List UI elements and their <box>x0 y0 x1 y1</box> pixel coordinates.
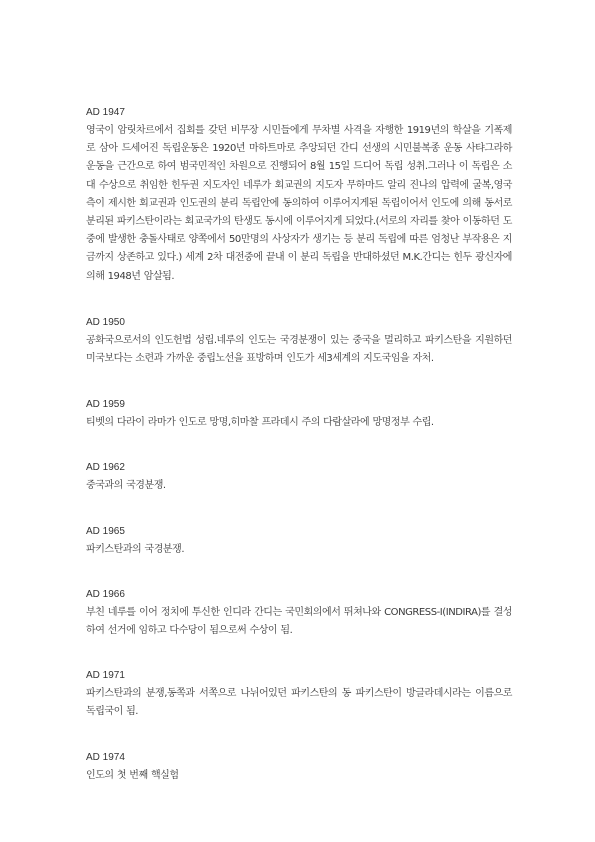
timeline-entry-1947 <box>86 104 512 286</box>
timeline-entry-1966 <box>86 586 512 640</box>
document-page <box>86 104 512 785</box>
entry-text: 티벳의 다라이 라마가 인도로 망명,히마찰 프라데시 주의 다람살라에 망명정부 수립. <box>86 417 434 429</box>
entry-year: AD 1974 <box>86 751 125 763</box>
timeline-entry-1950 <box>86 314 512 368</box>
entry-year: AD 1962 <box>86 462 125 474</box>
timeline-entry-1959 <box>86 396 512 432</box>
entry-year: AD 1950 <box>86 316 125 328</box>
entry-text: 파키스탄과의 분쟁,동쪽과 서쪽으로 나뉘어있던 파키스탄의 동 파키스탄이 방글라데시라는 이름으로 독립국이 됨. <box>86 688 512 718</box>
entry-year: AD 1959 <box>86 399 125 411</box>
timeline-entry-1965 <box>86 523 512 559</box>
entry-year: AD 1971 <box>86 670 125 682</box>
entry-text: 중국과의 국경분쟁. <box>86 480 166 492</box>
entry-text: 공화국으로서의 인도헌법 성립.네루의 인도는 국경분쟁이 있는 중국을 멀리하고 파키스탄을 지원하던 미국보다는 소련과 가까운 중립노선을 표방하며 인도가 세3세계의 지도국임을 자처. <box>86 334 512 365</box>
entry-text: 영국이 암릿차르에서 집회를 갖던 비무장 시민들에게 무차별 사격을 자행한 1919년의 학살을 기폭제로 삼아 드세어진 독립운동은 1920년 마하트마로 추앙되던 간디 선생의 시민불복종 운동 사탸그라하 운동을 근간으로 하여 범국민적인 차원으로 진행되어 8월 15일 드디어 독립 성취.그러나 이 독립은 소대 수상으로 취임한 힌두권 지도자인 네루가 회교권의 지도자 무하마드 알리 진나의 압력에 굴복,영국측이 제시한 회교권과 인도권의 분리 독립안에 동의하여 이루어지게된 독립이어서 인도에 의해 동서로 분리된 파키스탄이라는 회교국가의 탄생도 동시에 이루어지게 되었다.(서로의 자리를 찾아 이동하던 도중에 발생한 충돌사태로 양쪽에서 50만명의 사상자가 생기는 등 분리 독립에 따른 엄청난 부작용은 지금까지 상존하고 있다.) 세계 2차 대전중에 끝내 이 분리 독립을 반대하셨던 M.K.간디는 힌두 광신자에 의해 1948년 암살됨. <box>86 125 512 282</box>
entry-text: 인도의 첫 번째 핵실험 <box>86 769 179 781</box>
timeline-entry-1971 <box>86 667 512 721</box>
entry-text: 파키스탄과의 국경분쟁. <box>86 543 185 555</box>
timeline-entry-1974 <box>86 749 512 785</box>
entry-text: 부친 네루를 이어 정치에 투신한 인디라 간디는 국민회의에서 뛰쳐나와 CONGRESS-I(INDIRA)를 결성하여 선거에 임하고 다수당이 됨으로써 수상이 됨. <box>86 606 512 637</box>
entry-year: AD 1965 <box>86 525 125 537</box>
entry-year: AD 1947 <box>86 107 125 118</box>
timeline-entry-1962 <box>86 459 512 495</box>
entry-year: AD 1966 <box>86 588 125 600</box>
